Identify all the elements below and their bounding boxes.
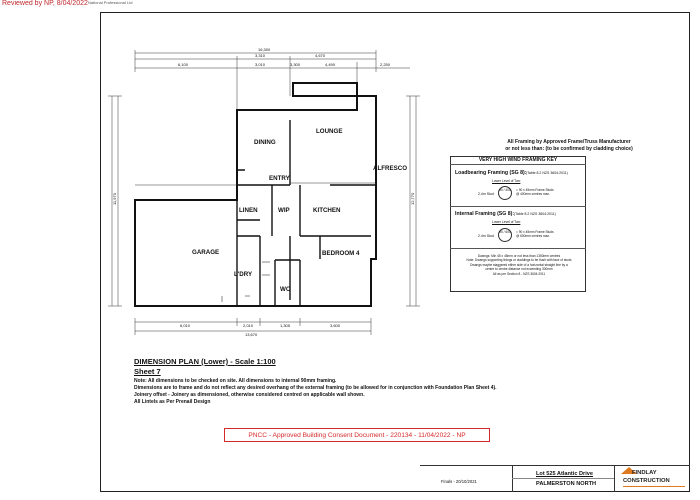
loadbearing-lower: Lower Level of Two (492, 179, 521, 183)
dim-overall-bottom: 13,670 (245, 332, 258, 337)
loadbearing-ref: (Table 8.2 NZS 3604:2011) (526, 171, 568, 175)
top-logo: National Professional Ltd (88, 0, 133, 5)
company-name-line1: FINDLAY (632, 470, 657, 476)
spec-line: = 90 x 45mm Frame Studs (516, 230, 554, 234)
title-block-border (420, 465, 690, 466)
key-divider (450, 164, 586, 165)
stud-label: 2.4m Stud (478, 192, 494, 196)
internal-title: Internal Framing (SG 8): (455, 211, 515, 217)
dim-bottom-b: 2,010 (243, 323, 254, 328)
room-alfresco: ALFRESCO (373, 165, 408, 172)
sheet-number: Sheet 7 (134, 367, 161, 376)
note-line: Dimensions are to frame and do not reflect any desired overhang of the external framing (to be allowed for in conjunction with Foundation Plan Sheet 4). (134, 385, 497, 391)
outer-wall (135, 83, 376, 306)
dim-row3-c: 3,300 (290, 62, 301, 67)
dim-bottom-a: 6,010 (180, 323, 191, 328)
title-block-divider (614, 465, 615, 492)
dim-row2-a: 3,310 (255, 53, 266, 58)
internal-ref: (Table 8.2 NZS 3604:2011) (514, 212, 556, 216)
dim-left-overall: 11,970 (112, 193, 117, 205)
dim-row3-a: 6,100 (178, 62, 189, 67)
dim-right-overall: 12,770 (410, 192, 415, 205)
framing-header (446, 139, 692, 153)
finals-date: Finals - 20/10/2021 (441, 479, 477, 484)
framing-note: Dwangs: Min 45 x 45mm or not less than 1350mm centres (477, 254, 561, 258)
note-line: Joinery offset - Joinery as dimensioned, otherwise considered centred on applicable wall shown. (134, 392, 365, 398)
room-lounge: LOUNGE (316, 128, 343, 135)
dim-row3-d: 4,490 (325, 62, 336, 67)
spec-line: @ 400mm centres max. (516, 192, 550, 197)
dim-row3-b: 3,010 (255, 62, 266, 67)
framing-note: Dwangs maybe staggered either side of a horizontal straight line by a (470, 262, 568, 267)
spec-line: @ 600mm centres max. (516, 234, 550, 239)
key-divider (450, 248, 586, 249)
consent-stamp: PNCC - Approved Building Consent Document - 220134 - 11/04/2022 - NP (224, 428, 490, 442)
room-linen: LINEN (239, 207, 258, 214)
room-wip: WIP (278, 207, 290, 214)
town: PALMERSTON NORTH (536, 481, 597, 487)
room-entry: ENTRY (269, 175, 290, 182)
drawing-title: DIMENSION PLAN (Lower) - Scale 1:100 (134, 357, 276, 366)
framing-notes (458, 254, 580, 276)
dimension-lines (108, 50, 420, 335)
framing-note: centre to centre distance not exceeding 300mm (485, 267, 553, 272)
internal-lower: Lower Level of Two (492, 220, 521, 224)
dim-overall-top: 16,300 (258, 47, 271, 52)
drawing-notes (134, 378, 497, 406)
internal-symbol: 90 / 600 (498, 228, 512, 242)
title-block-divider (512, 478, 614, 479)
loadbearing-spec (516, 188, 554, 197)
note-line: All Lintels as Per Prenail Design (134, 399, 211, 405)
interior-walls (237, 120, 376, 306)
room-kitchen: KITCHEN (313, 207, 341, 214)
room-laundry: L'DRY (234, 271, 253, 278)
key-divider (450, 206, 586, 207)
loadbearing-title: Loadbearing Framing (SG 8): (455, 170, 527, 176)
loadbearing-symbol: 90 / 400 (498, 186, 512, 200)
dim-bottom-d: 3,600 (330, 323, 341, 328)
stud-label: 2.4m Stud (478, 234, 494, 238)
note-line: Note: All dimensions to be checked on site. All dimensions to internal 90mm framing. (134, 378, 337, 384)
room-garage: GARAGE (192, 249, 220, 256)
dim-bottom-c: 1,305 (280, 323, 291, 328)
internal-spec (516, 230, 554, 239)
company-name-line2: CONSTRUCTION (623, 478, 670, 484)
framing-header-line2: or not less than: (to be confirmed by cladding choice) (505, 146, 633, 152)
spec-line: = 90 x 45mm Frame Studs (516, 188, 554, 192)
framing-key-title: VERY HIGH WIND FRAMING KEY (478, 157, 558, 163)
dim-row2-b: 4,670 (315, 53, 326, 58)
framing-note: Note: Dwangs supporting linings or claddings to be flush with face of studs (466, 258, 572, 263)
company-logo-underline (623, 486, 685, 487)
framing-header-line1: All Framing by Approved Frame/Truss Manufacturer (507, 139, 631, 145)
lot-address: Lot 525 Atlantic Drive (536, 471, 593, 477)
room-bedroom-4: BEDROOM 4 (322, 250, 360, 257)
door-swings (222, 262, 270, 302)
room-wc: WC (280, 286, 291, 293)
review-stamp: Reviewed by NP, 8/04/2022 (2, 0, 88, 7)
framing-note: All as per Section 8 - NZS 3604:2011 (492, 271, 546, 276)
dim-row3-e: 2,250 (380, 62, 391, 67)
room-dining: DINING (254, 139, 276, 146)
